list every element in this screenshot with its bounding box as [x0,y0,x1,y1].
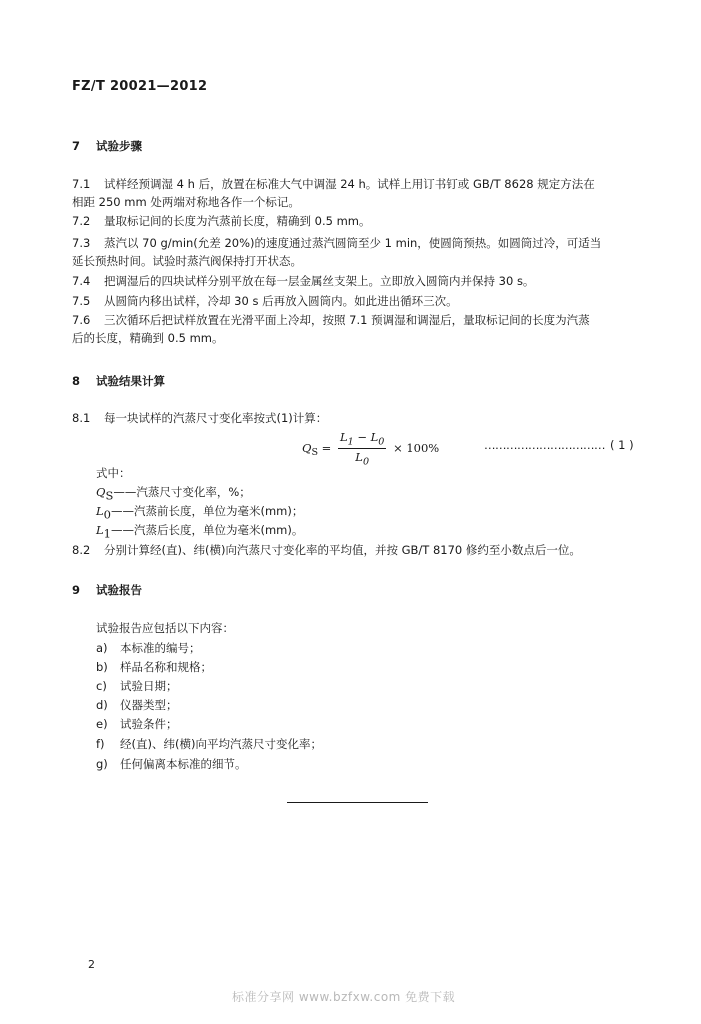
formula-1 [302,430,439,468]
def-symbol-sub: S [105,488,114,503]
section-title: 试验步骤 [96,139,143,153]
section-number: 7 [72,139,81,153]
clause-8-1 [72,409,327,427]
section-number: 8 [72,374,81,388]
clause-text: 从圆筒内移出试样，冷却 30 s 后再放入圆筒内。如此进出循环三次。 [104,294,458,308]
report-intro: 试验报告应包括以下内容： [96,621,234,635]
item-marker: f) [96,737,105,751]
clause-number: 7.2 [72,214,91,228]
report-item-d [96,696,178,714]
clause-text: 蒸汽以 70 g/min(允差 20%)的速度通过蒸汽圆筒至少 1 min，使圆筒预热。如圆筒过冷，可适当 [104,236,602,250]
item-text: 试验条件； [120,717,178,731]
def-text: ——汽蒸前长度，单位为毫米(mm)； [110,504,304,518]
clause-number: 7.3 [72,236,91,250]
clause-number: 7.5 [72,294,91,308]
def-symbol: L [96,523,104,537]
item-marker: c) [96,679,107,693]
def-text: ——汽蒸尺寸变化率，%； [113,485,251,499]
page-number: 2 [88,958,95,971]
clause-number: 7.6 [72,313,91,327]
section-9-heading [72,582,142,598]
formula-lhs: Q [302,440,312,455]
watermark: 标准分享网 www.bzfxw.com 免费下载 [232,990,456,1004]
formula-times: × 100% [393,440,440,455]
def-symbol: L [96,504,104,518]
def-symbol-sub: 1 [103,526,111,541]
item-marker: e) [96,717,108,731]
report-item-f [96,735,322,753]
clause-7-6 [72,311,590,347]
clause-number: 7.1 [72,177,91,191]
report-item-e [96,715,178,733]
def-l1 [96,521,303,542]
clause-7-1 [72,175,595,211]
clause-text: 分别计算经(直)、纬(横)向汽蒸尺寸变化率的平均值，并按 GB/T 8170 修约至小数点后一位。 [104,543,581,557]
clause-7-3 [72,234,601,270]
item-text: 试验日期； [120,679,178,693]
where-label: 式中： [96,466,131,480]
def-symbol-sub: 0 [103,507,111,522]
clause-7-5 [72,292,458,310]
formula-equation-number: ( 1 ) [610,438,634,452]
clause-text: 把调湿后的四块试样分别平放在每一层金属丝支架上。立即放入圆筒内并保持 30 s。 [104,274,535,288]
section-7-heading [72,138,142,154]
section-title: 试验报告 [96,583,143,597]
clause-7-2 [72,212,371,230]
standard-number: FZ/T 20021—2012 [72,79,208,94]
def-text: ——汽蒸后长度，单位为毫米(mm)。 [110,523,304,537]
clause-text-cont: 后的长度，精确到 0.5 mm。 [72,331,224,345]
item-text: 经(直)、纬(横)向平均汽蒸尺寸变化率； [120,737,322,751]
clause-text: 试样经预调湿 4 h 后，放置在标准大气中调湿 24 h。试样上用订书钉或 GB/T 8628 规定方法在 [104,177,595,191]
report-item-g [96,755,247,773]
section-number: 9 [72,583,81,597]
clause-text: 量取标记间的长度为汽蒸前长度，精确到 0.5 mm。 [104,214,371,228]
item-text: 仪器类型； [120,698,178,712]
clause-text-cont: 相距 250 mm 处两端对称地各作一个标记。 [72,195,300,209]
clause-number: 7.4 [72,274,91,288]
item-marker: a) [96,641,108,655]
item-text: 样品名称和规格； [120,660,212,674]
clause-8-2 [72,541,581,559]
item-marker: d) [96,698,108,712]
clause-text: 三次循环后把试样放置在光滑平面上冷却，按照 7.1 预调湿和调湿后，量取标记间的长度为汽蒸 [104,313,590,327]
formula-equals: = [321,440,332,455]
section-8-heading [72,373,165,389]
clause-number: 8.2 [72,543,91,557]
item-text: 任何偏离本标准的细节。 [120,757,247,771]
item-marker: b) [96,660,108,674]
formula-fraction [338,430,386,468]
formula-leader-dots: …………………………… [484,438,605,452]
def-symbol: Q [96,485,106,499]
formula-denominator: $L_0$ [355,450,370,468]
end-rule [287,802,428,803]
report-item-a [96,639,201,657]
clause-text: 每一块试样的汽蒸尺寸变化率按式(1)计算： [104,411,328,425]
section-title: 试验结果计算 [96,374,166,388]
clause-text-cont: 延长预热时间。试验时蒸汽阀保持打开状态。 [72,254,302,268]
formula-lhs-sub: S [311,447,318,459]
report-item-c [96,677,178,695]
clause-7-4 [72,272,534,290]
report-item-b [96,658,212,676]
item-text: 本标准的编号； [120,641,201,655]
clause-number: 8.1 [72,411,91,425]
formula-numerator: $L_1 - L_0$ [339,430,385,448]
item-marker: g) [96,757,108,771]
